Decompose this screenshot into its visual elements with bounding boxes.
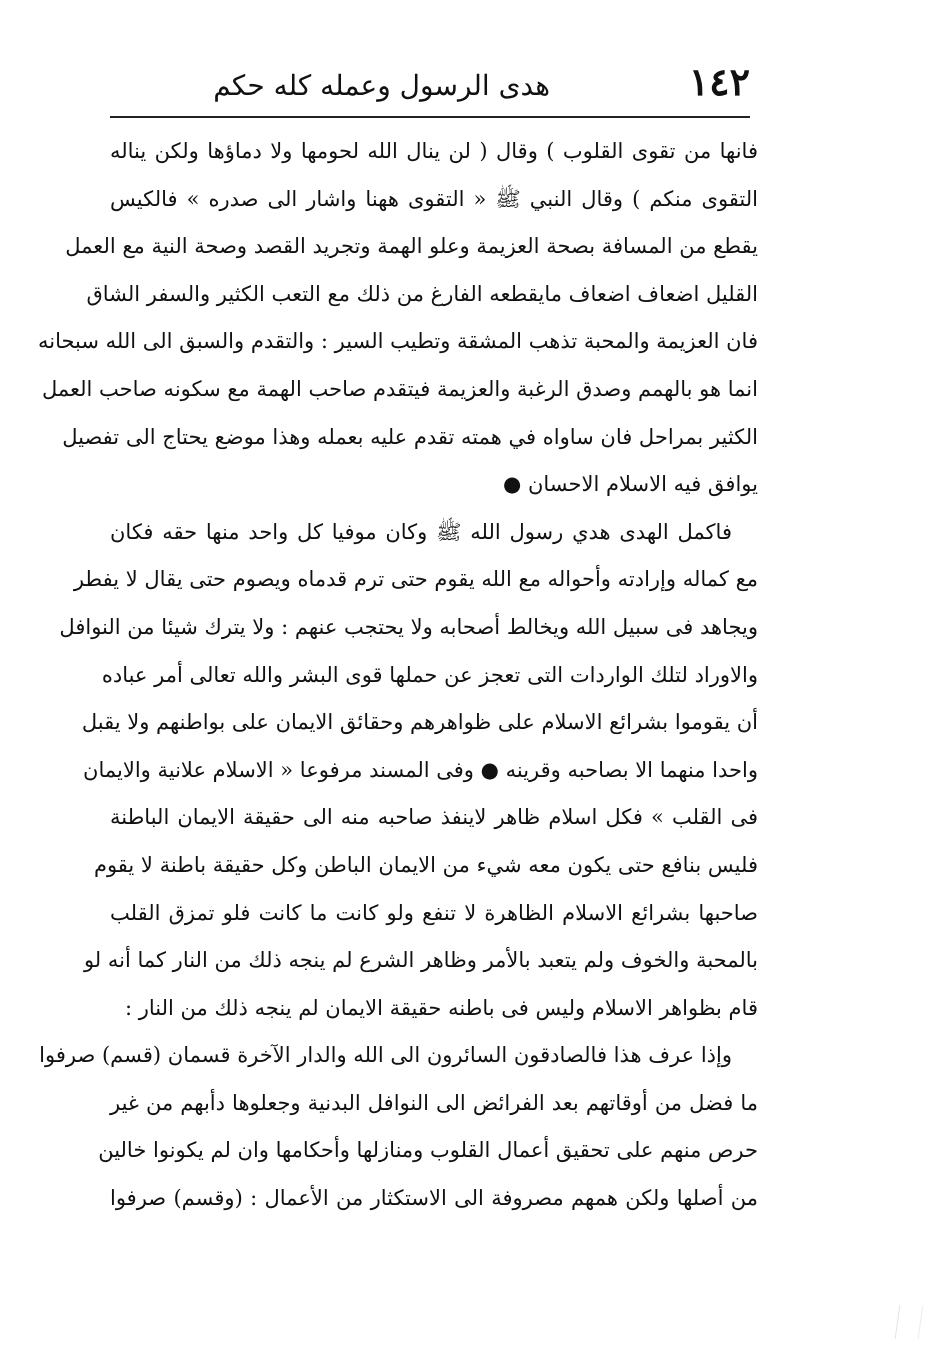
scan-artifact	[895, 1305, 924, 1339]
paragraph-end-line: قام بظواهر الاسلام وليس فى باطنه حقيقة الايمان لم ينجه ذلك من النار :	[125, 995, 758, 1020]
text-line: مع كماله وإرادته وأحواله مع الله يقوم حتى ترم قدماه ويصوم حتى يقال لا يفطر	[73, 567, 758, 592]
paragraph-start-line: وإذا عرف هذا فالصادقون السائرون الى الله والدار الآخرة قسمان (قسم) صرفوا	[39, 1043, 732, 1068]
page-header	[110, 58, 750, 110]
text-line: واحدا منهما الا بصاحبه وقرينه ● وفى المسند مرفوعا « الاسلام علانية والايمان	[83, 757, 758, 782]
text-line: فان العزيمة والمحبة تذهب المشقة وتطيب السير : والتقدم والسبق الى الله سبحانه	[38, 329, 758, 354]
paragraph-start-line: فاكمل الهدى هدي رسول الله ﷺ وكان موفيا كل واحد منها حقه فكان	[110, 519, 732, 544]
text-line: فى القلب » فكل اسلام ظاهر لاينفذ صاحبه منه الى حقيقة الايمان الباطنة	[110, 805, 758, 830]
page-number: ١٤٢	[688, 59, 750, 104]
header-rule	[110, 116, 750, 118]
text-line: بالمحبة والخوف ولم يتعبد بالأمر وظاهر الشرع لم ينجه ذلك من النار كما أنه لو	[83, 948, 758, 973]
body-text	[38, 128, 758, 1223]
text-line: يقطع من المسافة بصحة العزيمة وعلو الهمة وتجريد القصد وصحة النية مع العمل	[65, 234, 758, 259]
text-line: أن يقوموا بشرائع الاسلام على ظواهرهم وحقائق الايمان على بواطنهم ولا يقبل	[81, 710, 758, 735]
text-line: ويجاهد فى سبيل الله ويخالط أصحابه ولا يحتجب عنهم : ولا يترك شيئا من النوافل	[59, 614, 758, 639]
text-line: فليس بنافع حتى يكون معه شيء من الايمان الباطن وكل حقيقة باطنة لا يقوم	[93, 852, 758, 877]
text-line: حرص منهم على تحقيق أعمال القلوب ومنازلها وأحكامها وان لم يكونوا خالين	[98, 1138, 758, 1163]
paragraph-end-line: يوافق فيه الاسلام الاحسان ●	[502, 472, 758, 497]
text-line: القليل اضعاف اضعاف مايقطعه الفارغ من ذلك مع التعب الكثير والسفر الشاق	[86, 281, 758, 306]
text-line: فانها من تقوى القلوب ) وقال ( لن ينال الله لحومها ولا دماؤها ولكن يناله	[110, 139, 758, 163]
text-line: التقوى منكم ) وقال النبي ﷺ « التقوى ههنا واشار الى صدره » فالكيس	[110, 186, 758, 211]
text-line: والاوراد لتلك الواردات التى تعجز عن حملها قوى البشر والله تعالى أمر عباده	[101, 662, 758, 687]
text-line: من أصلها ولكن همهم مصروفة الى الاستكثار من الأعمال : (وقسم) صرفوا	[110, 1186, 758, 1211]
text-line: انما هو بالهمم وصدق الرغبة والعزيمة فيتقدم صاحب الهمة مع سكونه صاحب العمل	[41, 376, 758, 401]
text-line: ما فضل من أوقاتهم بعد الفرائض الى النوافل البدنية وجعلوها دأبهم من غير	[110, 1090, 758, 1115]
text-line: صاحبها بشرائع الاسلام الظاهرة لا تنفع ولو كانت ما كانت فلو تمزق القلب	[110, 900, 758, 925]
running-title: هدى الرسول وعمله كله حكم	[213, 69, 550, 102]
text-line: الكثير بمراحل فان ساواه في همته تقدم عليه بعمله وهذا موضع يحتاج الى تفصيل	[62, 424, 758, 449]
